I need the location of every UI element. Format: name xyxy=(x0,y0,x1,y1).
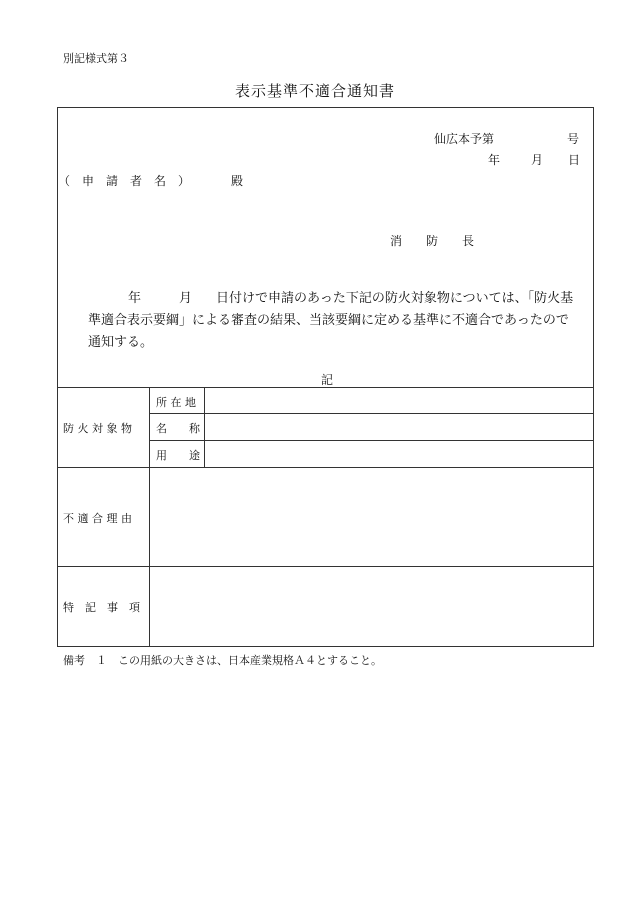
notice-body xyxy=(88,288,580,354)
issuer-title: 消 防 長 xyxy=(390,234,475,248)
date-year: 年 xyxy=(488,153,501,167)
date-month: 月 xyxy=(531,153,544,167)
date-day: 日 xyxy=(568,153,581,167)
document-title: 表示基準不適合通知書 xyxy=(234,82,395,100)
applicant-name-label: （ 申 請 者 名 ） xyxy=(58,174,191,188)
special-notes-label: 特 記 事 項 xyxy=(63,601,140,614)
body-month: 月 xyxy=(179,291,193,306)
form-number: 別記様式第３ xyxy=(63,52,129,65)
name-label: 名 称 xyxy=(156,422,200,435)
location-label: 所 在 地 xyxy=(156,396,196,409)
number-suffix: 号 xyxy=(567,132,580,146)
body-text: 日付けで申請のあった下記の防火対象物については、「防火基準適合表示要綱」による審査の結果、当該要綱に定める基準に不適合であったので通知する。 xyxy=(88,291,574,350)
fire-target-label: 防 火 対 象 物 xyxy=(63,422,132,435)
nonconformity-label: 不 適 合 理 由 xyxy=(63,512,132,525)
row-rule-3 xyxy=(57,467,594,468)
row-rule-1 xyxy=(149,413,594,414)
label-column-rule xyxy=(149,387,150,646)
row-rule-2 xyxy=(149,440,594,441)
honorific: 殿 xyxy=(231,174,244,188)
body-year: 年 xyxy=(128,291,142,306)
record-label: 記 xyxy=(320,373,333,387)
sublabel-column-rule xyxy=(204,387,205,467)
row-rule-4 xyxy=(57,566,594,567)
office-number-prefix: 仙広本予第 xyxy=(434,132,495,146)
footnote: 備考 １ この用紙の大きさは、日本産業規格Ａ４とすること。 xyxy=(63,654,382,667)
use-label: 用 途 xyxy=(156,449,200,462)
table-top-rule xyxy=(57,387,594,388)
